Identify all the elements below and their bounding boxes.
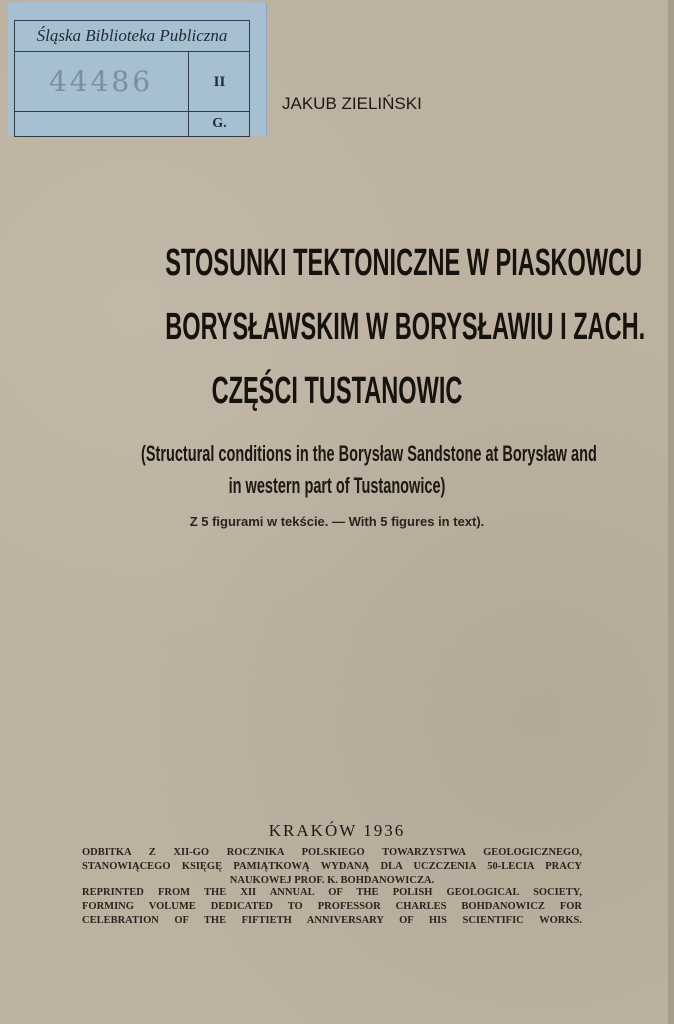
subtitle-line-1: (Structural conditions in the Borysław Sandstone at Borysław and	[140, 441, 597, 466]
stamp-shelf-mark: II	[213, 74, 226, 90]
stamp-class-mark: G.	[212, 116, 227, 131]
stamp-frame	[14, 20, 250, 137]
imprint-polish-line: ODBITKA Z XII-GO ROCZNIKA POLSKIEGO TOWARZYSTWA GEOLOGICZNEGO,	[82, 847, 582, 858]
imprint-english-line: REPRINTED FROM THE XII ANNUAL OF THE POLISH GEOLOGICAL SOCIETY,	[82, 887, 582, 898]
place-year: KRAKÓW 1936	[268, 821, 406, 840]
title-line-3: CZĘŚCI TUSTANOWIC	[211, 370, 463, 412]
stamp-library-name: Śląska Biblioteka Publiczna	[15, 21, 249, 52]
imprint-polish-line: STANOWIĄCEGO KSIĘGĘ PAMIĄTKOWĄ WYDANĄ DLA UCZCZENIA 50-LECIA PRACY	[82, 861, 582, 872]
title-line-2: BORYSŁAWSKIM W BORYSŁAWIU I ZACH.	[165, 306, 646, 348]
stamp-inventory-number: 44486	[48, 65, 154, 98]
imprint-polish	[82, 846, 582, 888]
author-name: JAKUB ZIELIŃSKI	[282, 94, 422, 113]
subtitle-line-2: in western part of Tustanowice)	[228, 473, 446, 498]
stamp-divider-vertical	[188, 52, 189, 136]
page-edge	[668, 0, 674, 1024]
library-stamp	[8, 2, 267, 136]
imprint-english-line: CELEBRATION OF THE FIFTIETH ANNIVERSARY OF HIS SCIENTIFIC WORKS.	[82, 915, 582, 926]
imprint-english-line: FORMING VOLUME DEDICATED TO PROFESSOR CHARLES BOHDANOWICZ FOR	[82, 901, 582, 912]
figures-note: Z 5 figurami w tekście. — With 5 figures in text).	[189, 514, 485, 529]
imprint-polish-line: NAUKOWEJ PROF. K. BOHDANOWICZA.	[229, 875, 435, 886]
imprint-english	[82, 886, 582, 928]
title-line-1: STOSUNKI TEKTONICZNE W PIASKOWCU	[165, 242, 643, 284]
